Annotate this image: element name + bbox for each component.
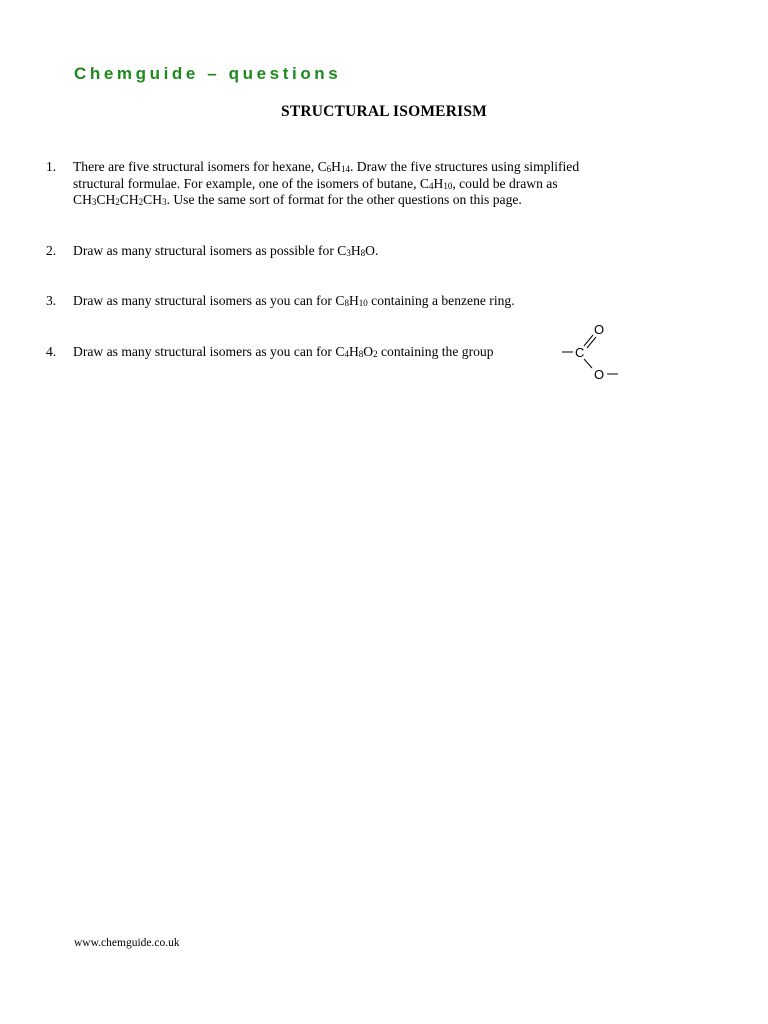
- question-text: [73, 293, 693, 310]
- subscript: 3: [346, 248, 351, 258]
- subscript: 4: [428, 180, 434, 191]
- subscript: 2: [138, 197, 144, 207]
- text-run: . Draw the five structures using simplified: [349, 159, 580, 174]
- text-run: H: [331, 159, 341, 174]
- text-run: CH: [73, 192, 92, 207]
- text-run: . Use the same sort of format for the other questions on this page.: [166, 192, 522, 207]
- question-line: [73, 192, 693, 209]
- question-text: [73, 243, 693, 260]
- double-bond-line-b: [587, 337, 596, 348]
- double-bond-line-a: [584, 335, 593, 346]
- text-run: Draw as many structural isomers as you can for C: [73, 344, 345, 359]
- subscript: 3: [162, 197, 167, 207]
- subscript: 3: [91, 197, 97, 207]
- question-text: [73, 159, 693, 209]
- ester-group-structure: [559, 318, 625, 384]
- oxygen-atom-top: O: [594, 322, 605, 337]
- subscript: 8: [344, 298, 349, 308]
- text-run: O: [363, 344, 374, 359]
- text-run: O.: [365, 243, 379, 258]
- oxygen-atom-bottom: O: [594, 367, 605, 382]
- text-run: H: [348, 293, 359, 308]
- subscript: 8: [360, 248, 366, 258]
- text-run: Draw as many structural isomers as you can for C: [73, 293, 345, 308]
- text-run: There are five structural isomers for hexane, C: [73, 159, 327, 174]
- question-number: 2.: [46, 243, 57, 258]
- subscript: 2: [373, 349, 378, 359]
- question-line: [73, 293, 693, 310]
- question-line: [73, 176, 693, 193]
- question-number: 4.: [46, 344, 57, 359]
- subscript: 2: [115, 197, 120, 207]
- brand-heading: Chemguide – questions: [74, 64, 342, 83]
- question-line: [73, 243, 693, 260]
- subscript: 6: [326, 164, 332, 174]
- subscript: 10: [358, 298, 368, 308]
- question-number: 1.: [46, 159, 57, 174]
- text-run: , could be drawn as: [452, 175, 558, 191]
- single-bond-lower: [584, 359, 592, 368]
- subscript: 8: [358, 349, 364, 359]
- text-run: CH: [96, 192, 116, 207]
- footer-url: www.chemguide.co.uk: [74, 937, 180, 949]
- ester-bonds: [559, 318, 625, 384]
- text-run: structural formulae. For example, one of the isomers of butane, C: [73, 175, 429, 191]
- text-run: H: [348, 344, 359, 359]
- text-run: CH: [143, 192, 163, 207]
- text-run: containing the group: [377, 344, 494, 359]
- text-run: CH: [119, 192, 139, 207]
- text-run: Draw as many structural isomers as possible for C: [73, 243, 347, 258]
- question-number: 3.: [46, 293, 57, 308]
- carbon-atom: C: [575, 345, 585, 360]
- text-run: H: [350, 243, 361, 258]
- text-run: H: [433, 175, 444, 191]
- question-line: [73, 159, 693, 176]
- subscript: 4: [344, 349, 349, 359]
- subscript: 10: [443, 180, 453, 191]
- page-title: STRUCTURAL ISOMERISM: [281, 103, 487, 120]
- text-run: containing a benzene ring.: [367, 293, 515, 308]
- subscript: 14: [340, 164, 350, 174]
